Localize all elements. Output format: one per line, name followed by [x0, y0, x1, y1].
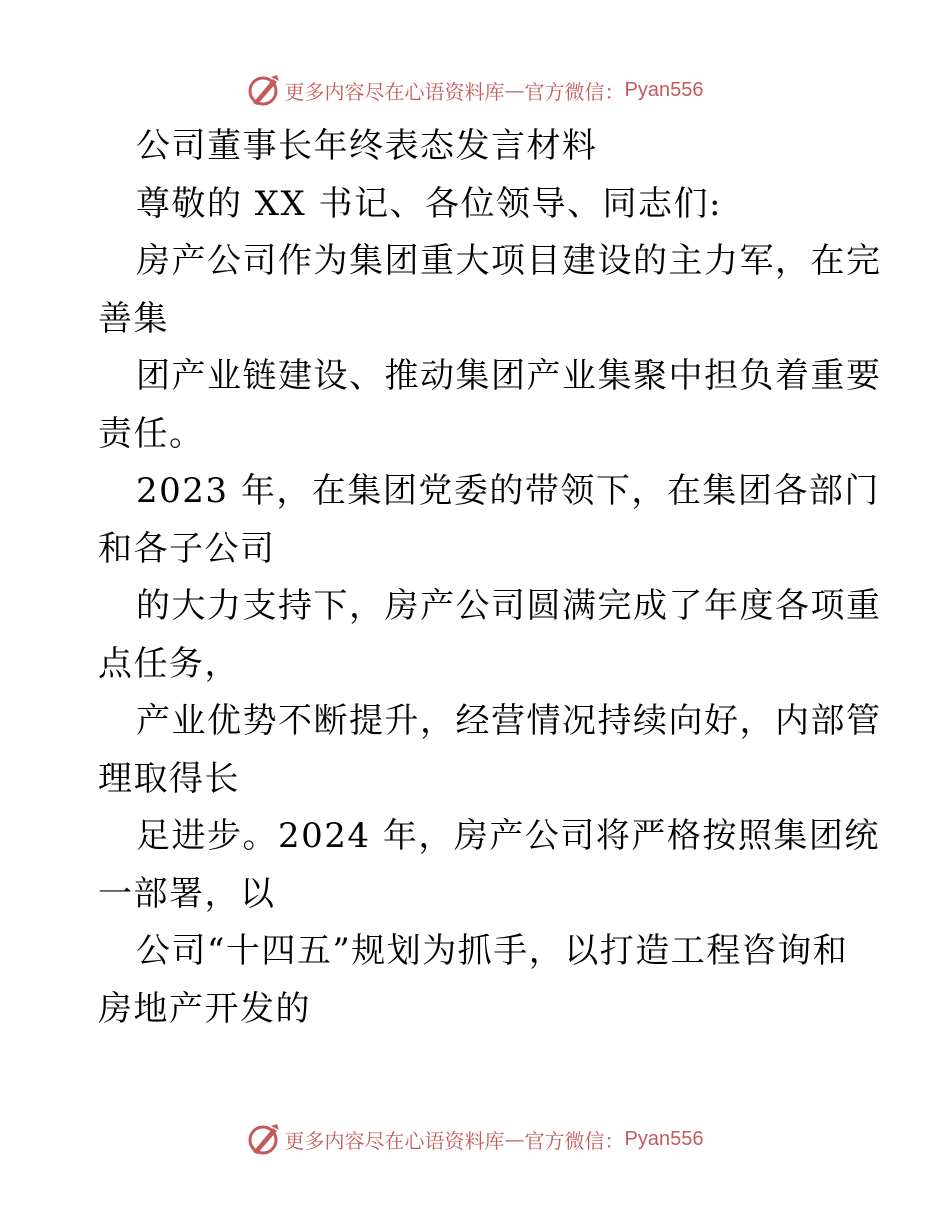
paragraph-line: 的大力支持下，房产公司圆满完成了年度各项重 [136, 586, 882, 626]
document-body [98, 118, 882, 1038]
paragraph-line: 理取得长 [98, 758, 240, 799]
watermark-wechat-label: 官方微信： [524, 79, 625, 104]
document-title: 公司董事长年终表态发言材料 [136, 126, 598, 166]
watermark-text: 更多内容尽在心语资料库 [284, 79, 505, 104]
paragraph-line: 和各子公司 [98, 528, 276, 569]
paragraph-line: 公司“十四五”规划为抓手，以打造工程咨询和 [136, 931, 849, 971]
watermark-separator: — [504, 78, 525, 102]
paragraph-line: 房产公司作为集团重大项目建设的主力军，在完 [136, 241, 882, 281]
pen-circle-logo-icon [247, 1122, 281, 1156]
paragraph-line: 一部署，以 [98, 873, 276, 914]
salutation-line: 尊敬的 XX 书记、各位领导、同志们: [136, 183, 722, 224]
paragraph-line: 房地产开发的 [98, 988, 311, 1029]
watermark-text: 更多内容尽在心语资料库 [284, 1128, 505, 1153]
pen-circle-logo-icon [247, 73, 281, 107]
watermark-wechat-label: 官方微信： [524, 1128, 625, 1153]
watermark-wechat-id: Pyan556 [624, 1127, 704, 1150]
paragraph-line: 产业优势不断提升，经营情况持续向好，内部管 [136, 701, 882, 741]
footer-watermark [0, 1119, 950, 1159]
watermark-wechat-id: Pyan556 [624, 78, 704, 101]
paragraph-line: 责任。 [98, 413, 205, 454]
watermark-separator: — [504, 1127, 525, 1151]
paragraph-line: 2023 年，在集团党委的带领下，在集团各部门 [136, 471, 880, 511]
paragraph-line: 点任务， [98, 643, 240, 684]
paragraph-line: 善集 [98, 298, 169, 339]
paragraph-line: 团产业链建设、推动集团产业集聚中担负着重要 [136, 356, 882, 396]
header-watermark [0, 70, 950, 110]
paragraph-line: 足进步。2024 年，房产公司将严格按照集团统 [136, 816, 880, 856]
